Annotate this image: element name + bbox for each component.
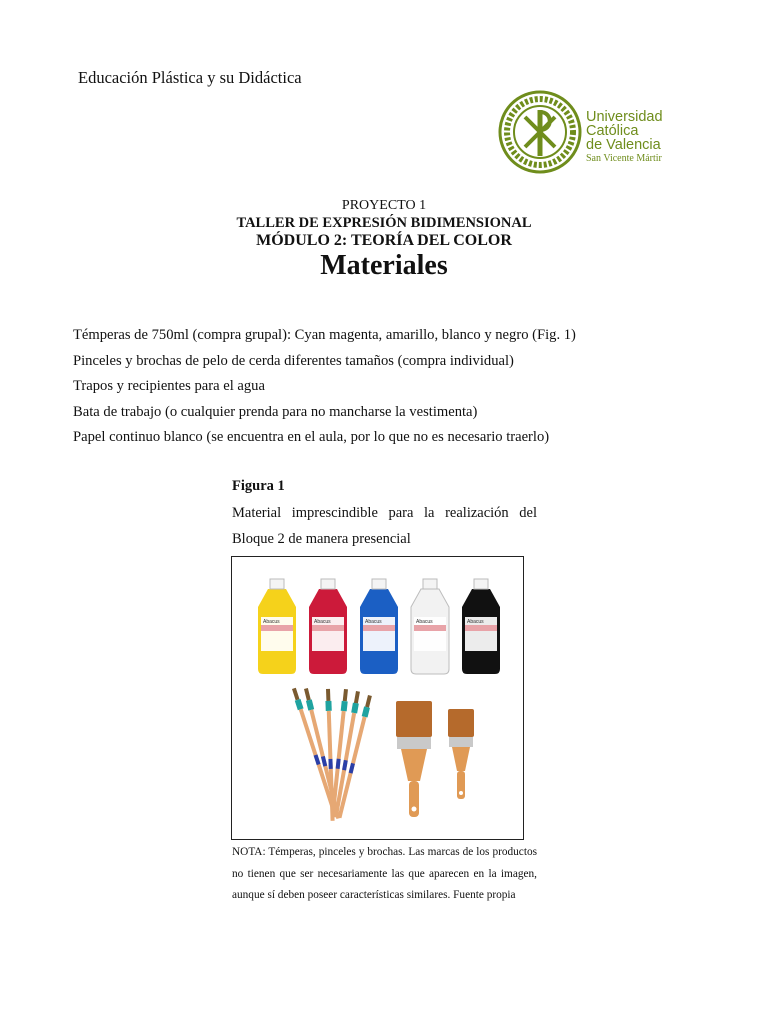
bottle-brand-label: Abacus	[467, 619, 484, 625]
paint-brushes	[291, 687, 373, 820]
paint-bottle	[360, 579, 398, 674]
figure-caption: Material imprescindible para la realización del Bloque 2 de manera presencial	[232, 505, 537, 547]
materials-list	[73, 323, 576, 451]
paint-bottles	[258, 579, 500, 674]
bottle-brand-label: Abacus	[314, 619, 331, 625]
materials-illustration	[232, 557, 523, 839]
list-item: Trapos y recipientes para el agua	[73, 378, 265, 394]
course-title: Educación Plástica y su Didáctica	[78, 68, 302, 87]
paint-bottle	[309, 579, 347, 674]
logo-line-2: Católica	[586, 123, 639, 139]
bottle-brand-label: Abacus	[416, 619, 433, 625]
list-item: Papel continuo blanco (se encuentra en el aula, por lo que no es necesario traerlo)	[73, 429, 550, 445]
figure-label: Figura 1	[232, 478, 285, 494]
logo-line-3: de Valencia	[586, 137, 661, 153]
bottle-brand-label: Abacus	[263, 619, 280, 625]
logo-line-1: Universidad	[586, 109, 663, 125]
page-title: Materiales	[320, 250, 448, 281]
university-seal-icon	[498, 90, 582, 174]
paint-bottle	[411, 579, 449, 674]
flat-brushes	[396, 701, 474, 817]
module-title: MÓDULO 2: TEORÍA DEL COLOR	[256, 232, 512, 249]
list-item: Témperas de 750ml (compra grupal): Cyan magenta, amarillo, blanco y negro (Fig. 1)	[73, 327, 576, 343]
workshop-title: TALLER DE EXPRESIÓN BIDIMENSIONAL	[236, 215, 532, 231]
list-item: Bata de trabajo (o cualquier prenda para no mancharse la vestimenta)	[73, 403, 478, 420]
figure-note: NOTA: Témperas, pinceles y brochas. Las marcas de los productos no tienen que ser necesariamente las que aparecen en la imagen, aunque sí deben poseer características similares. Fuente propia	[232, 846, 537, 901]
bottle-brand-label: Abacus	[365, 619, 382, 625]
list-item: Pinceles y brochas de pelo de cerda diferentes tamaños (compra individual)	[73, 352, 514, 369]
paint-bottle	[462, 579, 500, 674]
figure-image	[231, 556, 524, 840]
project-label: PROYECTO 1	[341, 198, 427, 213]
paint-bottle	[258, 579, 296, 674]
university-logo	[498, 90, 674, 174]
logo-line-4: San Vicente Mártir	[586, 153, 662, 164]
